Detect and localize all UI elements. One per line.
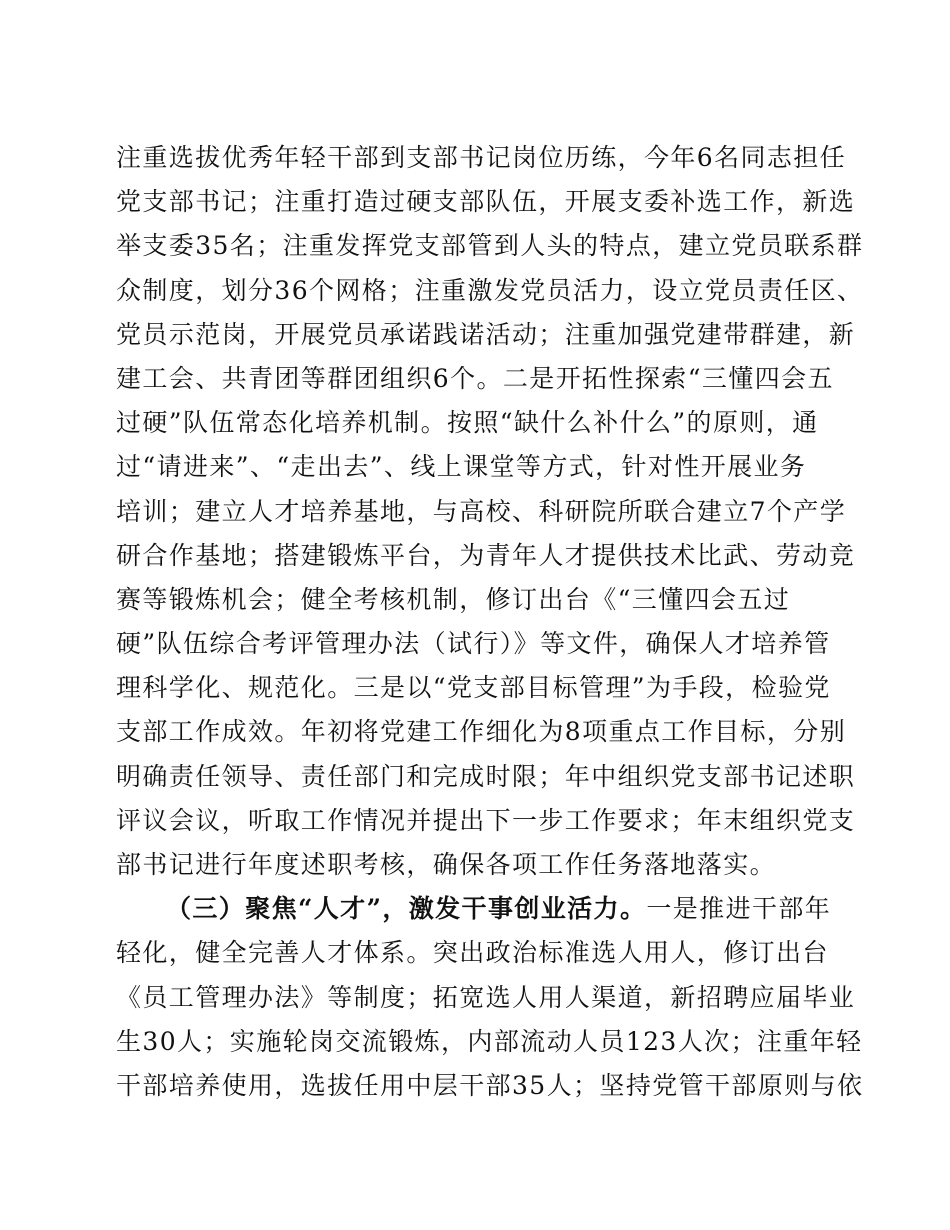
text-line: 建工会、共青团等群团组织6个。二是开拓性探索“三懂四会五 <box>116 363 834 393</box>
text-line: 支部工作成效。年初将党建工作细化为8项重点工作目标，分别 <box>116 717 847 747</box>
text-line: 部书记进行年度述职考核，确保各项工作任务落地落实。 <box>116 850 777 879</box>
section-heading-line <box>116 887 836 931</box>
text-line: 众制度，划分36个网格；注重激发党员活力，设立党员责任区、 <box>116 275 864 305</box>
text-line: 过硬”队伍常态化培养机制。按照“缺什么补什么”的原则，通 <box>116 408 819 438</box>
text-line: 研合作基地；搭建锻炼平台，为青年人才提供技术比武、劳动竞 <box>116 540 856 570</box>
section-heading-continuation: 一是推进干部年 <box>646 894 832 924</box>
text-line: 干部培养使用，选拔任用中层干部35人；坚持党管干部原则与依 <box>116 1070 864 1100</box>
text-line: 赛等锻炼机会；健全考核机制，修订出台《“三懂四会五过 <box>116 584 791 614</box>
text-line: 注重选拔优秀年轻干部到支部书记岗位历练，今年6名同志担任 <box>116 143 847 172</box>
body-text <box>116 136 864 1108</box>
text-line: 培训；建立人才培养基地，与高校、科研院所联合建立7个产学 <box>116 496 847 526</box>
text-line: 生30人；实施轮岗交流锻炼，内部流动人员123人次；注重年轻 <box>116 1026 863 1056</box>
text-line: 举支委35名；注重发挥党支部管到人头的特点，建立党员联系群 <box>116 231 864 261</box>
text-line: 党员示范岗，开展党员承诺践诺活动；注重加强党建带群建，新 <box>116 319 856 349</box>
text-line: 评议会议，听取工作情况并提出下一步工作要求；年末组织党支 <box>116 805 856 835</box>
text-line: 《员工管理办法》等制度；拓宽选人用人渠道，新招聘应届毕业 <box>116 982 856 1012</box>
text-line: 过“请进来”、“走出去”、线上课堂等方式，针对性开展业务 <box>116 452 807 482</box>
text-line: 硬”队伍综合考评管理办法（试行）》等文件，确保人才培养管 <box>116 629 831 659</box>
text-line: 理科学化、规范化。三是以“党支部目标管理”为手段，检验党 <box>116 673 831 703</box>
text-line: 党支部书记；注重打造过硬支部队伍，开展支委补选工作，新选 <box>116 187 856 217</box>
text-line: 明确责任领导、责任部门和完成时限；年中组织党支部书记述职 <box>116 761 856 791</box>
section-heading: （三）聚焦“人才”，激发干事创业活力。 <box>166 894 647 924</box>
text-line: 轻化，健全完善人才体系。突出政治标准选人用人，修订出台 <box>116 938 829 968</box>
